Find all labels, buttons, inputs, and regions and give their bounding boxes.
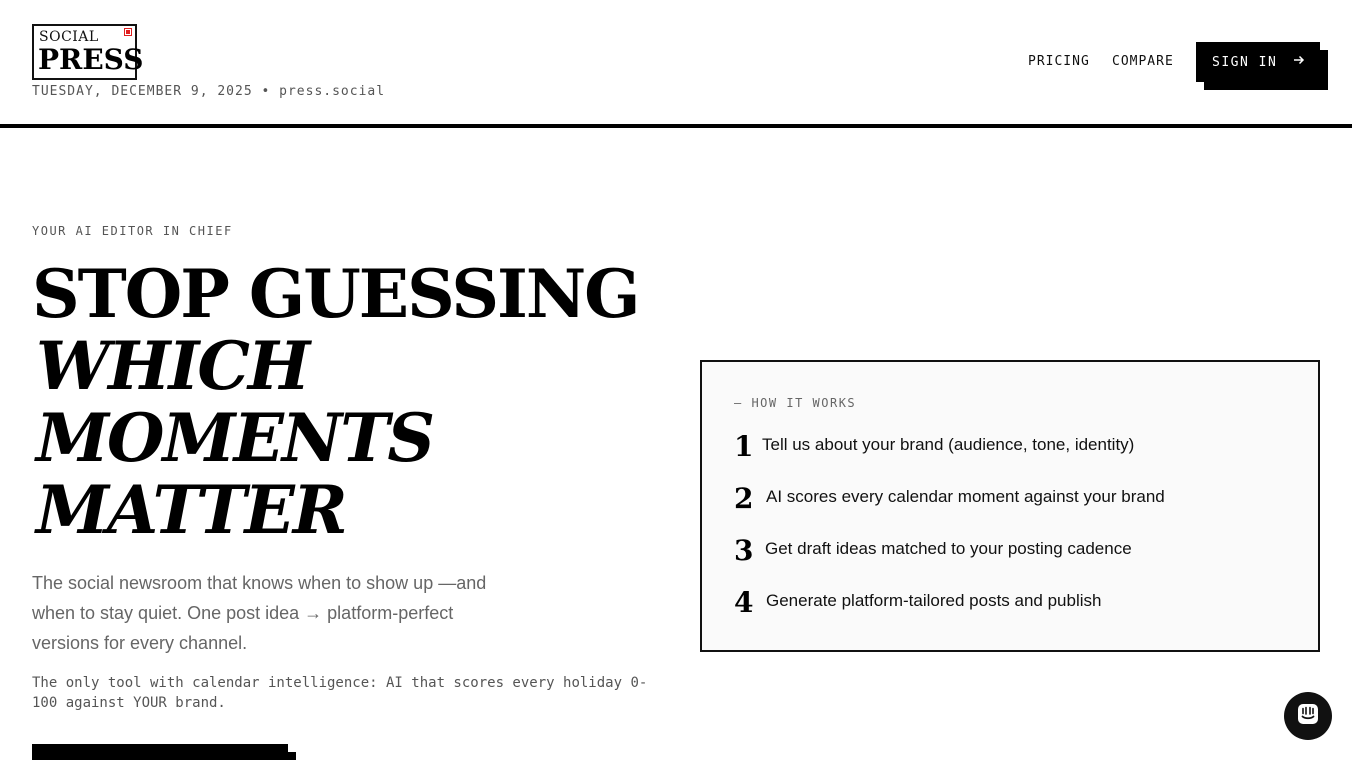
headline-line-3: MOMENTS — [36, 399, 434, 477]
step-number: 1 — [734, 430, 754, 463]
step-number: 3 — [734, 534, 754, 567]
logo-bottom-text: PRESS — [38, 43, 144, 76]
step-text: Get draft ideas matched to your posting cadence — [765, 539, 1132, 558]
cta-button[interactable] — [32, 744, 288, 760]
step-text: Generate platform-tailored posts and publish — [766, 591, 1102, 610]
chat-launcher-button[interactable] — [1284, 692, 1332, 740]
step-number: 2 — [734, 482, 754, 515]
hero-eyebrow: YOUR AI EDITOR IN CHIEF — [32, 224, 233, 238]
logo-top-text: SOCIAL — [39, 29, 99, 45]
hero-subhead: The social newsroom that knows when to show up —and when to stay quiet. One post idea → platform-perfect versions for every channel. — [32, 573, 487, 653]
how-it-works-card — [700, 360, 1320, 652]
headline-line-4: MATTER — [36, 471, 346, 549]
logo-accent-dot — [125, 29, 131, 35]
chat-icon — [1296, 702, 1320, 731]
logo[interactable] — [32, 24, 144, 80]
step-text: AI scores every calendar moment against your brand — [766, 487, 1165, 506]
arrow-right-icon — [1293, 54, 1305, 70]
nav-compare-link[interactable]: COMPARE — [1112, 54, 1174, 69]
nav-pricing-link[interactable]: PRICING — [1028, 54, 1090, 69]
hero-headline — [32, 255, 672, 549]
headline-line-1: STOP GUESSING — [32, 255, 639, 333]
site-header — [0, 0, 1352, 128]
step-item — [734, 482, 1165, 515]
step-text: Tell us about your brand (audience, tone, identity) — [762, 435, 1135, 454]
step-item — [734, 534, 1132, 567]
sign-in-label: SIGN IN — [1212, 54, 1278, 70]
sign-in-button[interactable] — [1196, 42, 1320, 82]
dateline: TUESDAY, DECEMBER 9, 2025 • press.social — [32, 84, 386, 99]
step-item — [734, 586, 1101, 619]
how-it-works-eyebrow: — HOW IT WORKS — [734, 396, 857, 410]
headline-line-2: WHICH — [36, 327, 309, 405]
step-item — [734, 430, 1134, 463]
step-number: 4 — [734, 586, 754, 619]
hero-fineprint: The only tool with calendar intelligence: AI that scores every holiday 0-100 against YOUR brand. — [32, 675, 648, 711]
